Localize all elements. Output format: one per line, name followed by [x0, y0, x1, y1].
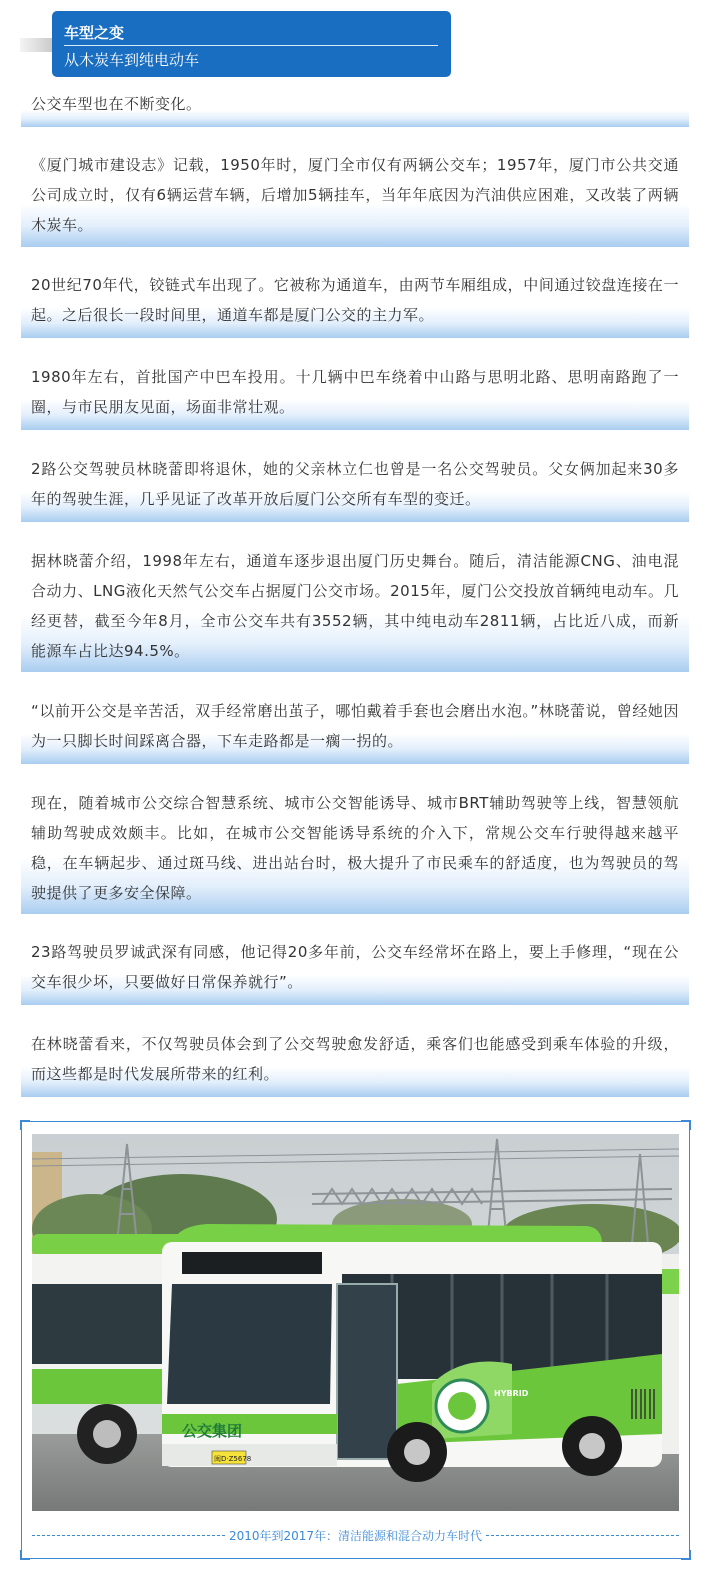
caption-dash: [486, 1535, 679, 1536]
paragraph-text: 据林晓蕾介绍，1998年左右，通道车逐步退出厦门历史舞台。随后，清洁能源CNG、油电混合动力、LNG液化天然气公交车占据厦门公交市场。2015年，厦门公交投放首辆纯电动车。几经更替，截至今年8月，全市公交车共有3552辆，其中纯电动车2811辆，占比近八成，而新能源车占比达94.5%。: [31, 552, 679, 660]
title-decoration: [20, 38, 54, 52]
paragraph-block: [21, 1029, 689, 1097]
paragraph-block: [21, 89, 689, 127]
photo-caption: 2010年到2017年：清洁能源和混合动力车时代: [228, 1528, 483, 1543]
paragraph-text: 2路公交驾驶员林晓蕾即将退休，她的父亲林立仁也曾是一名公交驾驶员。父女俩加起来30多年的驾驶生涯，几乎见证了改革开放后厦门公交所有车型的变迁。: [31, 460, 679, 508]
paragraph-text: 《厦门城市建设志》记载，1950年时，厦门全市仅有两辆公交车；1957年，厦门市公共交通公司成立时，仅有6辆运营车辆，后增加5辆挂车，当年年底因为汽油供应困难，又改装了两辆木炭车。: [31, 156, 679, 234]
paragraph-block: [21, 270, 689, 338]
paragraph-block: [21, 150, 689, 247]
paragraph-text: 在林晓蕾看来，不仅驾驶员体会到了公交驾驶愈发舒适，乘客们也能感受到乘车体验的升级，而这些都是时代发展所带来的红利。: [31, 1035, 679, 1083]
main-bus: [162, 1224, 662, 1482]
paragraph-text: 公交车型也在不断变化。: [31, 95, 202, 113]
paragraph-text: “以前开公交是辛苦活，双手经常磨出茧子，哪怕戴着手套也会磨出水泡。”林晓蕾说，曾经她因为一只脚长时间踩离合器，下车走路都是一瘸一拐的。: [31, 702, 679, 750]
bus-photo: [32, 1134, 679, 1511]
photo-frame: [21, 1121, 690, 1559]
paragraph-text: 1980年左右，首批国产中巴车投用。十几辆中巴车绕着中山路与思明北路、思明南路跑了一圈，与市民朋友见面，场面非常壮观。: [31, 368, 679, 416]
frame-corner: [20, 1120, 30, 1130]
frame-corner: [681, 1120, 691, 1130]
paragraph-text: 现在，随着城市公交综合智慧系统、城市公交智能诱导、城市BRT辅助驾驶等上线，智慧领航辅助驾驶成效颇丰。比如，在城市公交智能诱导系统的介入下，常规公交车行驶得越来越平稳，在车辆起步、通过斑马线、进出站台时，极大提升了市民乘车的舒适度，也为驾驶员的驾驶提供了更多安全保障。: [31, 794, 679, 902]
paragraph-block: [21, 937, 689, 1005]
paragraph-block: [21, 362, 689, 430]
paragraph-text: 23路驾驶员罗诚武深有同感，他记得20多年前，公交车经常坏在路上，要上手修理，“现在公交车很少坏，只要做好日常保养就行”。: [31, 943, 679, 991]
caption-row: [32, 1526, 679, 1544]
paragraph-text: 20世纪70年代，铰链式车出现了。它被称为通道车，由两节车厢组成，中间通过铰盘连接在一起。之后很长一段时间里，通道车都是厦门公交的主力军。: [31, 276, 679, 324]
paragraph-block: [21, 546, 689, 672]
title-divider: [64, 45, 438, 46]
paragraph-block: [21, 696, 689, 764]
section-header: [52, 11, 451, 77]
paragraph-block: [21, 788, 689, 914]
hybrid-badge-text: HYBRID: [494, 1389, 529, 1398]
frame-corner: [20, 1550, 30, 1560]
paragraph-block: [21, 454, 689, 522]
frame-corner: [681, 1550, 691, 1560]
caption-dash: [32, 1535, 225, 1536]
section-subtitle: 从木炭车到纯电动车: [64, 51, 200, 69]
bus-side-text: 公交集团: [182, 1422, 243, 1440]
section-title: 车型之变: [64, 24, 125, 42]
license-plate: 闽D·Z5678: [214, 1455, 252, 1463]
